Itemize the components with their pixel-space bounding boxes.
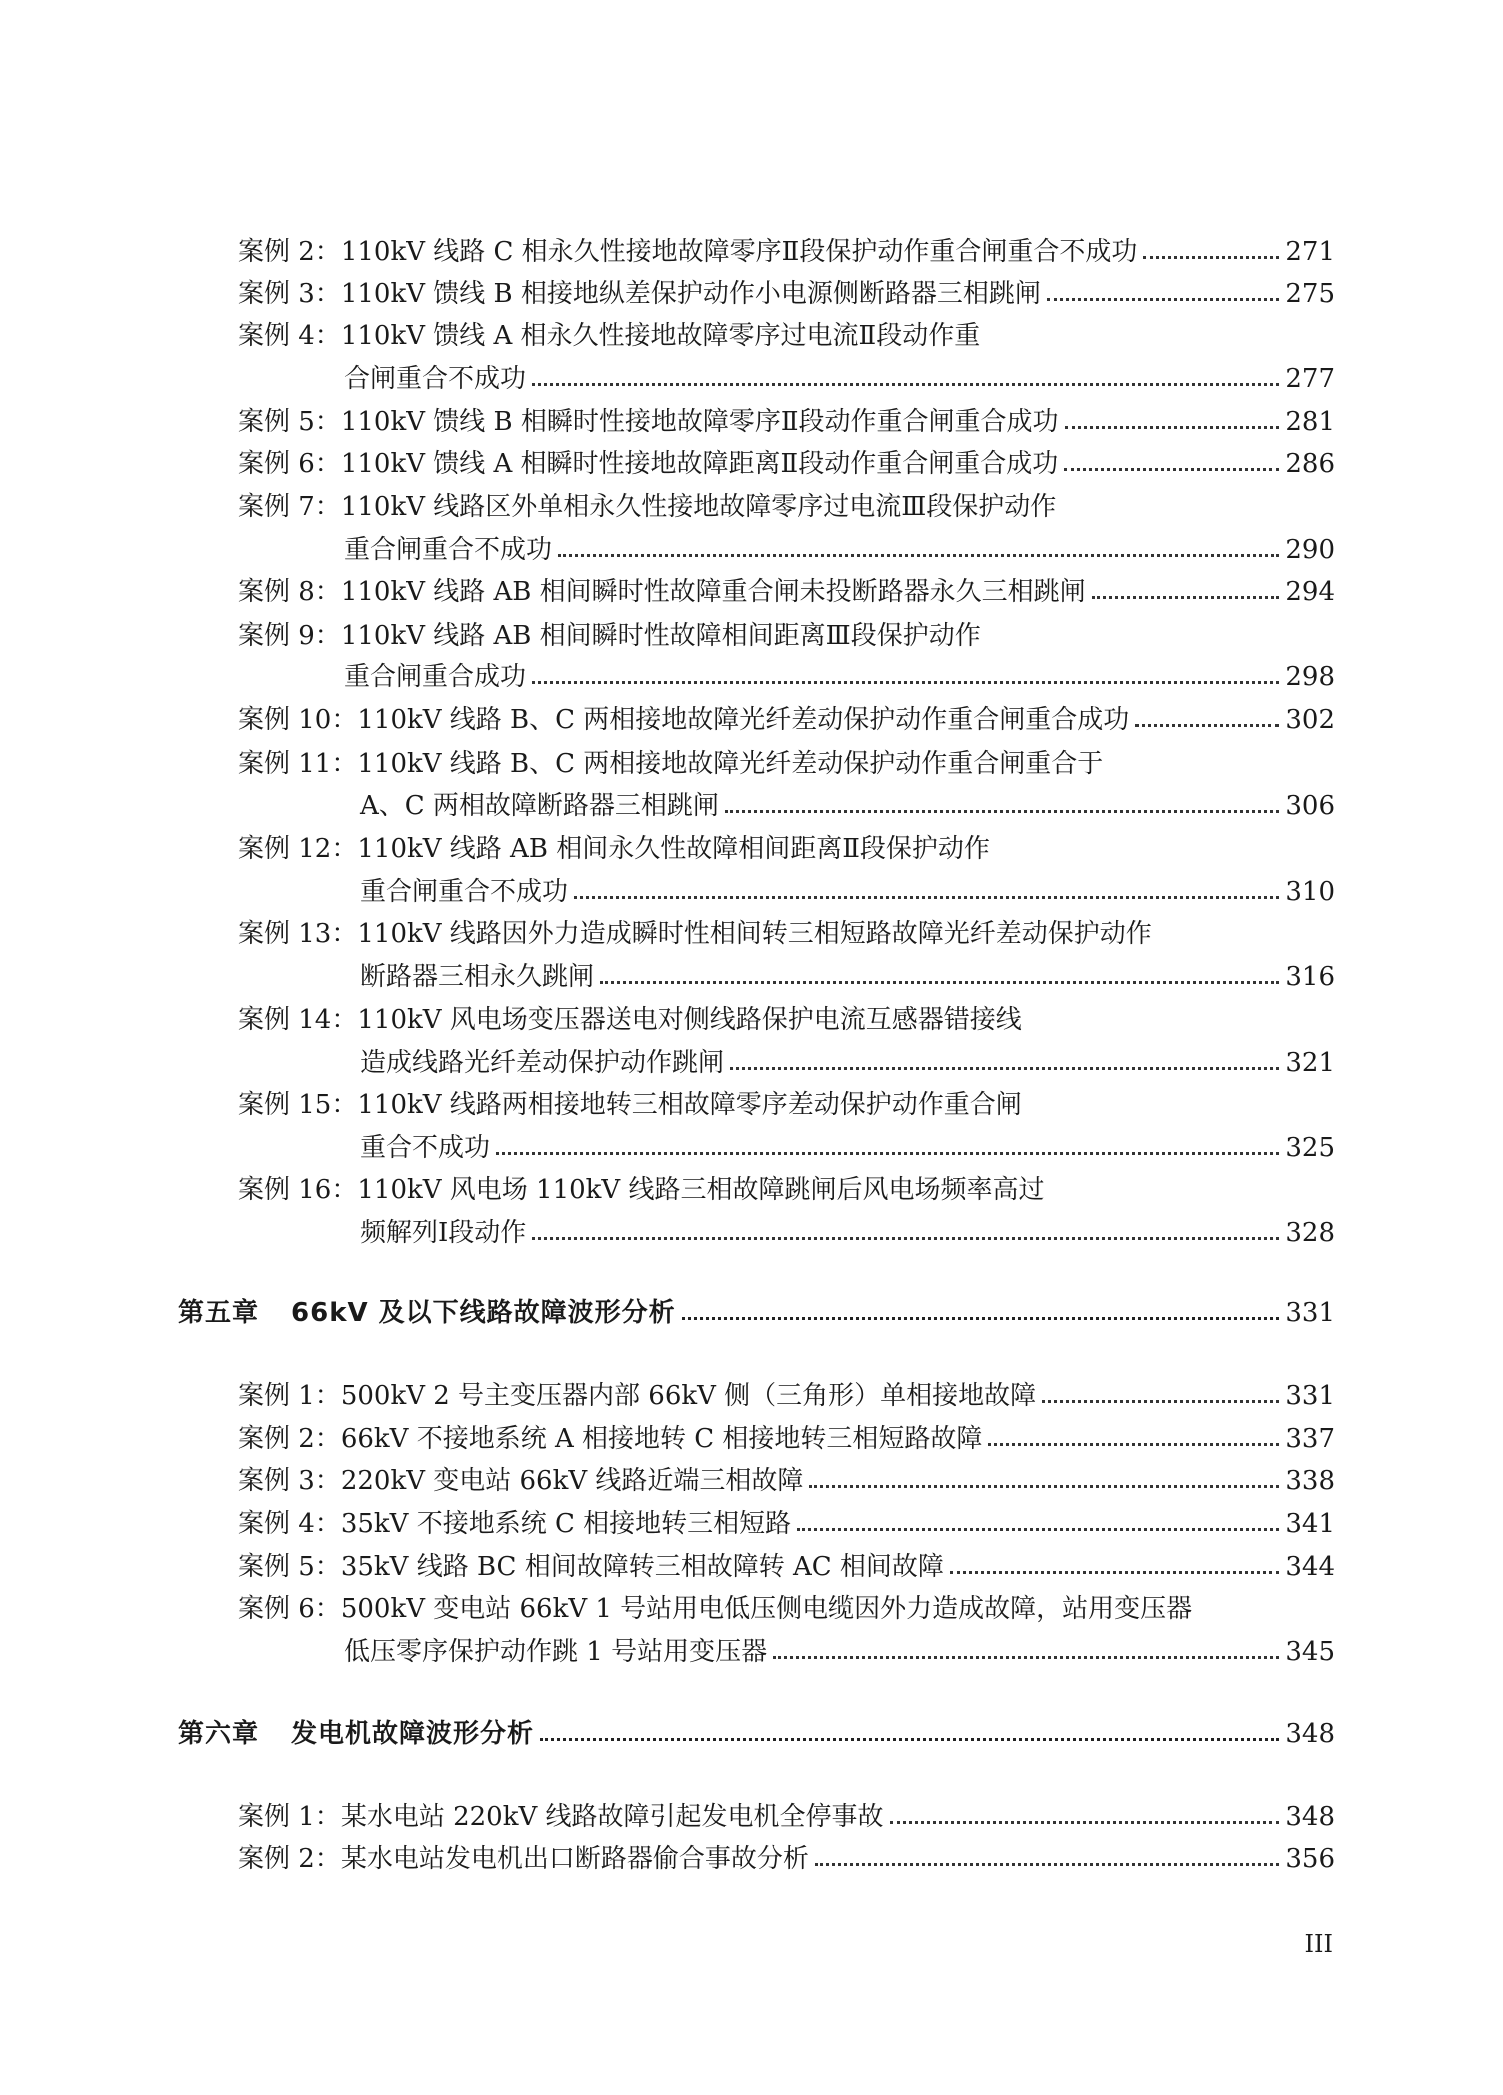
dot-leader — [532, 681, 1279, 684]
page-ref: 356 — [1285, 1844, 1335, 1874]
page-ref: 341 — [1285, 1509, 1335, 1539]
toc-entry — [360, 1039, 1335, 1079]
toc-entry-label — [238, 448, 1058, 480]
toc-entry-label — [238, 620, 981, 652]
toc-entry-label — [238, 748, 1103, 780]
case-title: 110kV 线路两相接地转三相故障零序差动保护动作重合闸 — [357, 1090, 1022, 1120]
chapter-title: 发电机故障波形分析 — [291, 1719, 535, 1749]
dot-leader — [574, 896, 1279, 899]
case-number: 案例 2： — [238, 237, 341, 267]
page-ref: 271 — [1285, 237, 1335, 267]
toc-entry-label — [238, 236, 1137, 268]
toc-entry-label — [238, 1380, 1036, 1412]
case-title: 220kV 变电站 66kV 线路近端三相故障 — [340, 1466, 804, 1496]
dot-leader — [890, 1821, 1280, 1824]
chapter-title: 66kV 及以下线路故障波形分析 — [291, 1298, 676, 1328]
case-title: 110kV 风电场变压器送电对侧线路保护电流互感器错接线 — [357, 1005, 1022, 1035]
toc-entry — [344, 355, 1335, 395]
toc-entry-label — [238, 704, 1129, 736]
case-title: 某水电站 220kV 线路故障引起发电机全停事故 — [340, 1802, 884, 1832]
case-title: 重合闸重合不成功 — [360, 877, 569, 907]
toc-entry-label — [344, 661, 526, 693]
toc-entry-label — [360, 961, 594, 993]
toc-entry-label — [238, 1551, 944, 1583]
toc-entry-label — [344, 363, 526, 395]
page-ref: 331 — [1285, 1298, 1335, 1328]
case-number: 案例 12： — [238, 834, 358, 864]
case-title: 110kV 线路因外力造成瞬时性相间转三相短路故障光纤差动保护动作 — [357, 919, 1152, 949]
toc-entry-label — [238, 1593, 1192, 1625]
dot-leader — [532, 383, 1279, 386]
toc-entry — [344, 653, 1335, 693]
page-ref: 281 — [1285, 407, 1335, 437]
case-title: 66kV 不接地系统 A 相接地转 C 相接地转三相短路故障 — [340, 1424, 983, 1454]
case-title: 110kV 馈线 B 相接地纵差保护动作小电源侧断路器三相跳闸 — [340, 279, 1041, 309]
dot-leader — [1064, 468, 1279, 471]
toc-entry — [238, 825, 1335, 865]
page-ref: 348 — [1285, 1719, 1335, 1749]
toc-entry-label — [238, 1508, 791, 1540]
case-number: 案例 8： — [238, 577, 341, 607]
toc-entry — [360, 953, 1335, 993]
case-number: 案例 3： — [238, 279, 341, 309]
toc-entry — [238, 696, 1335, 736]
toc-entry — [238, 1457, 1335, 1497]
page-ref: 345 — [1285, 1637, 1335, 1667]
case-number: 案例 3： — [238, 1466, 341, 1496]
case-title: 某水电站发电机出口断路器偷合事故分析 — [340, 1844, 809, 1874]
case-number: 案例 4： — [238, 321, 341, 351]
page-ref: 298 — [1285, 662, 1335, 692]
toc-entry-label — [238, 1004, 1022, 1036]
toc-entry — [238, 440, 1335, 480]
dot-leader — [725, 810, 1279, 813]
case-number: 案例 5： — [238, 407, 341, 437]
case-number: 案例 2： — [238, 1424, 341, 1454]
case-title: 110kV 线路 AB 相间瞬时性故障重合闸未投断路器永久三相跳闸 — [340, 577, 1086, 607]
dot-leader — [682, 1317, 1280, 1320]
case-number: 案例 15： — [238, 1090, 358, 1120]
toc-entry-label — [238, 1423, 982, 1455]
toc-entry-label — [238, 576, 1086, 608]
toc-entry-label — [238, 491, 1056, 523]
chapter-number: 第六章 — [178, 1719, 260, 1749]
page-ref: 286 — [1285, 449, 1335, 479]
case-number: 案例 1： — [238, 1802, 341, 1832]
toc-entry — [238, 1372, 1335, 1412]
case-title: 110kV 线路 B、C 两相接地故障光纤差动保护动作重合闸重合于 — [357, 749, 1104, 779]
case-title: 断路器三相永久跳闸 — [360, 962, 595, 992]
toc-entry-label — [360, 1047, 724, 1079]
case-number: 案例 10： — [238, 705, 358, 735]
chapter-entry — [178, 1289, 1335, 1329]
toc-entry — [238, 996, 1335, 1036]
page-ref: 338 — [1285, 1466, 1335, 1496]
chapter-entry — [178, 1710, 1335, 1750]
toc-entry-label — [238, 1465, 803, 1497]
toc-entry-label — [344, 534, 552, 566]
page-ref: 316 — [1285, 962, 1335, 992]
toc-entry — [238, 910, 1335, 950]
dot-leader — [496, 1152, 1279, 1155]
toc-entry — [238, 568, 1335, 608]
case-title: 重合闸重合不成功 — [344, 535, 553, 565]
dot-leader — [730, 1067, 1279, 1070]
toc-entry — [344, 1628, 1335, 1668]
case-number: 案例 6： — [238, 1594, 341, 1624]
dot-leader — [773, 1656, 1279, 1659]
case-title: 低压零序保护动作跳 1 号站用变压器 — [344, 1637, 768, 1667]
toc-entry-label — [178, 1297, 676, 1329]
toc-entry-label — [238, 1801, 884, 1833]
toc-entry-label — [238, 320, 980, 352]
page-ref: 331 — [1285, 1381, 1335, 1411]
toc-entry — [238, 1415, 1335, 1455]
dot-leader — [809, 1485, 1279, 1488]
case-title: 造成线路光纤差动保护动作跳闸 — [360, 1048, 725, 1078]
page-number: III — [1304, 1930, 1333, 1958]
dot-leader — [988, 1443, 1279, 1446]
case-title: 110kV 馈线 B 相瞬时性接地故障零序Ⅱ段动作重合闸重合成功 — [340, 407, 1059, 437]
case-number: 案例 6： — [238, 449, 341, 479]
dot-leader — [797, 1528, 1279, 1531]
case-title: 110kV 馈线 A 相瞬时性接地故障距离Ⅱ段动作重合闸重合成功 — [340, 449, 1059, 479]
case-title: 110kV 线路 C 相永久性接地故障零序Ⅱ段保护动作重合闸重合不成功 — [340, 237, 1138, 267]
toc-entry — [360, 1209, 1335, 1249]
toc-entry — [238, 1081, 1335, 1121]
page-ref: 325 — [1285, 1133, 1335, 1163]
page-ref: 348 — [1285, 1802, 1335, 1832]
toc-entry-label — [238, 1089, 1022, 1121]
page-ref: 344 — [1285, 1552, 1335, 1582]
page-ref: 321 — [1285, 1048, 1335, 1078]
toc-entry — [360, 782, 1335, 822]
case-title: 频解列Ⅰ段动作 — [360, 1218, 527, 1248]
case-title: 110kV 线路 AB 相间永久性故障相间距离Ⅱ段保护动作 — [357, 834, 990, 864]
case-title: 110kV 风电场 110kV 线路三相故障跳闸后风电场频率高过 — [357, 1175, 1045, 1205]
page-ref: 294 — [1285, 577, 1335, 607]
page-ref: 290 — [1285, 535, 1335, 565]
toc-entry — [238, 312, 1335, 352]
toc-entry-label — [238, 833, 990, 865]
toc-entry-label — [344, 1636, 767, 1668]
toc-entry — [360, 868, 1335, 908]
toc-entry — [238, 1543, 1335, 1583]
dot-leader — [558, 554, 1279, 557]
toc-entry-label — [360, 1217, 526, 1249]
toc-entry-label — [360, 1132, 490, 1164]
toc-entry — [238, 270, 1335, 310]
case-title: 重合闸重合成功 — [344, 662, 527, 692]
toc-entry — [238, 483, 1335, 523]
toc-entry — [238, 1835, 1335, 1875]
toc-entry-label — [238, 918, 1152, 950]
dot-leader — [600, 981, 1279, 984]
toc-entry — [238, 228, 1335, 268]
dot-leader — [1135, 724, 1279, 727]
toc-entry — [238, 740, 1335, 780]
toc-entry — [238, 1166, 1335, 1206]
case-title: A、C 两相故障断路器三相跳闸 — [360, 791, 719, 821]
case-title: 110kV 线路 AB 相间瞬时性故障相间距离Ⅲ段保护动作 — [340, 621, 981, 651]
case-number: 案例 4： — [238, 1509, 341, 1539]
toc-entry — [238, 1500, 1335, 1540]
toc-entry — [360, 1124, 1335, 1164]
toc-entry — [238, 1585, 1335, 1625]
dot-leader — [1047, 298, 1279, 301]
case-number: 案例 2： — [238, 1844, 341, 1874]
toc-entry-label — [238, 1174, 1044, 1206]
toc-entry-label — [360, 876, 568, 908]
case-title: 500kV 2 号主变压器内部 66kV 侧（三角形）单相接地故障 — [340, 1381, 1037, 1411]
case-title: 35kV 线路 BC 相间故障转三相故障转 AC 相间故障 — [340, 1552, 944, 1582]
toc-entry — [238, 1793, 1335, 1833]
toc-entry-label — [238, 1843, 809, 1875]
page-ref: 277 — [1285, 364, 1335, 394]
page-ref: 302 — [1285, 705, 1335, 735]
page-ref: 310 — [1285, 877, 1335, 907]
dot-leader — [540, 1738, 1279, 1741]
dot-leader — [1065, 426, 1280, 429]
toc-entry-label — [238, 406, 1059, 438]
case-number: 案例 7： — [238, 492, 341, 522]
case-number: 案例 11： — [238, 749, 358, 779]
case-title: 35kV 不接地系统 C 相接地转三相短路 — [340, 1509, 792, 1539]
toc-entry — [344, 526, 1335, 566]
case-number: 案例 13： — [238, 919, 358, 949]
case-title: 合闸重合不成功 — [344, 364, 527, 394]
dot-leader — [950, 1571, 1279, 1574]
case-number: 案例 14： — [238, 1005, 358, 1035]
case-number: 案例 1： — [238, 1381, 341, 1411]
page-ref: 337 — [1285, 1424, 1335, 1454]
page-ref: 306 — [1285, 791, 1335, 821]
dot-leader — [1143, 256, 1279, 259]
toc-entry-label — [360, 790, 719, 822]
toc-entry — [238, 398, 1335, 438]
page-ref: 275 — [1285, 279, 1335, 309]
case-number: 案例 16： — [238, 1175, 358, 1205]
dot-leader — [815, 1863, 1280, 1866]
case-title: 500kV 变电站 66kV 1 号站用电低压侧电缆因外力造成故障，站用变压器 — [340, 1594, 1193, 1624]
toc-entry-label — [238, 278, 1041, 310]
dot-leader — [1092, 596, 1280, 599]
page-ref: 328 — [1285, 1218, 1335, 1248]
case-title: 110kV 线路区外单相永久性接地故障零序过电流Ⅲ段保护动作 — [340, 492, 1057, 522]
case-title: 110kV 馈线 A 相永久性接地故障零序过电流Ⅱ段动作重 — [340, 321, 981, 351]
case-number: 案例 9： — [238, 621, 341, 651]
dot-leader — [1042, 1400, 1279, 1403]
case-number: 案例 5： — [238, 1552, 341, 1582]
case-title: 110kV 线路 B、C 两相接地故障光纤差动保护动作重合闸重合成功 — [357, 705, 1130, 735]
case-title: 重合不成功 — [360, 1133, 491, 1163]
chapter-number: 第五章 — [178, 1298, 260, 1328]
toc-entry-label — [178, 1718, 534, 1750]
dot-leader — [532, 1237, 1279, 1240]
toc-entry — [238, 612, 1335, 652]
